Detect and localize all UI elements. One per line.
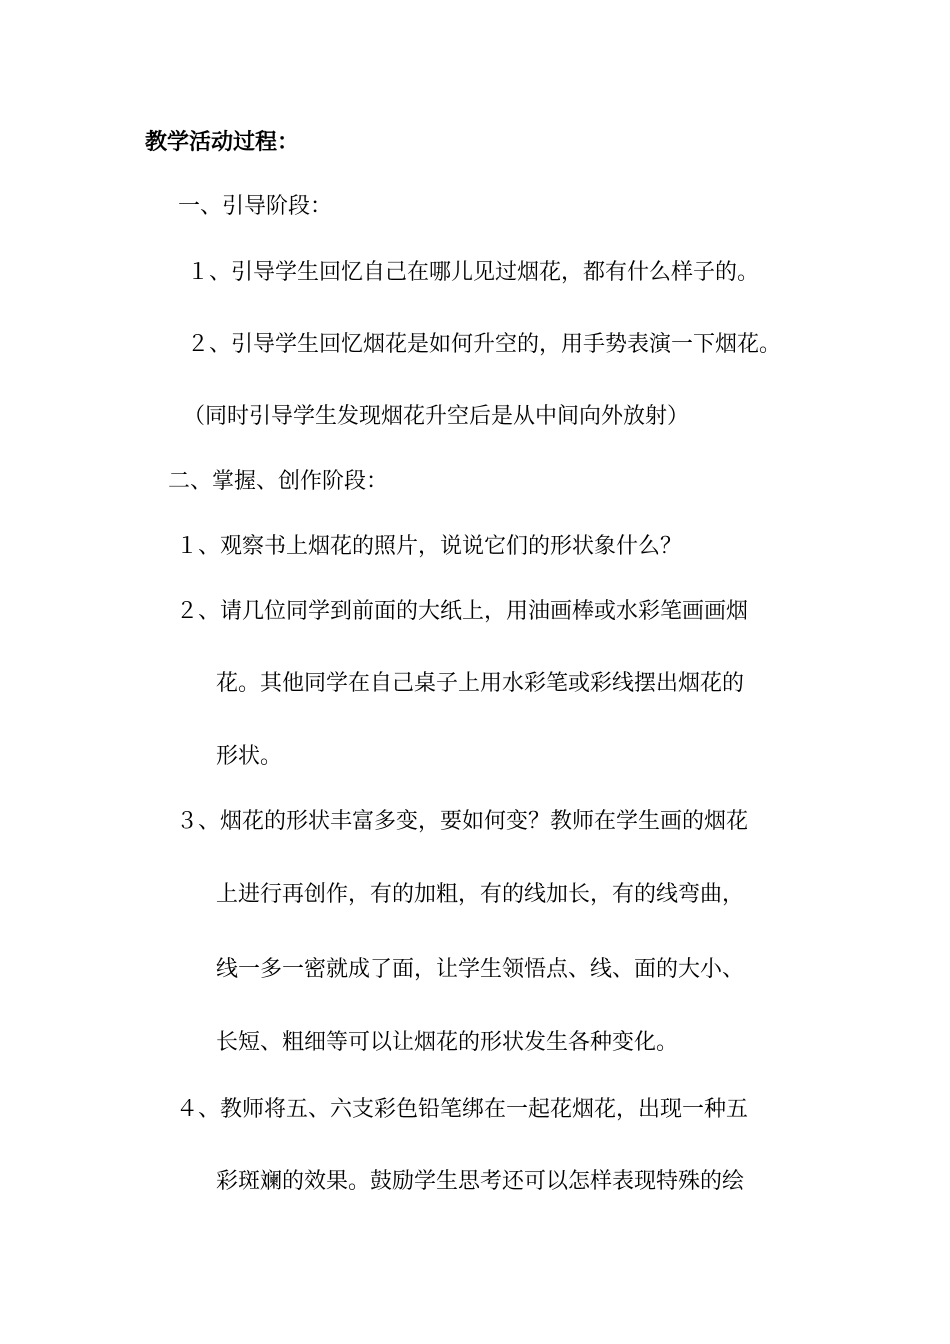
list-item-continuation: 形状。 [216,744,283,769]
page-title: 教学活动过程： [145,129,300,155]
list-item: １、观察书上烟花的照片，说说它们的形状象什么？ [176,534,683,559]
list-item-continuation: 彩斑斓的效果。鼓励学生思考还可以怎样表现特殊的绘 [216,1169,745,1194]
list-item: ４、教师将五、六支彩色铅笔绑在一起花烟花，出现一种五 [176,1097,749,1122]
list-item: ２、请几位同学到前面的大纸上，用油画棒或水彩笔画画烟 [176,599,749,624]
note-text: （同时引导学生发现烟花升空后是从中间向外放射） [183,404,690,429]
list-item-continuation: 花。其他同学在自己桌子上用水彩笔或彩线摆出烟花的 [216,671,745,696]
section-heading-create: 二、掌握、创作阶段： [168,469,389,494]
list-item: ２、引导学生回忆烟花是如何升空的，用手势表演一下烟花。 [187,332,782,357]
list-item-continuation: 长短、粗细等可以让烟花的形状发生各种变化。 [216,1030,679,1055]
section-heading-guide: 一、引导阶段： [178,194,333,219]
list-item-continuation: 上进行再创作，有的加粗，有的线加长，有的线弯曲， [216,882,745,907]
list-item: ３、烟花的形状丰富多变，要如何变？教师在学生画的烟花 [176,809,749,834]
list-item: １、引导学生回忆自己在哪儿见过烟花，都有什么样子的。 [187,260,760,285]
list-item-continuation: 线一多一密就成了面，让学生领悟点、线、面的大小、 [216,957,745,982]
